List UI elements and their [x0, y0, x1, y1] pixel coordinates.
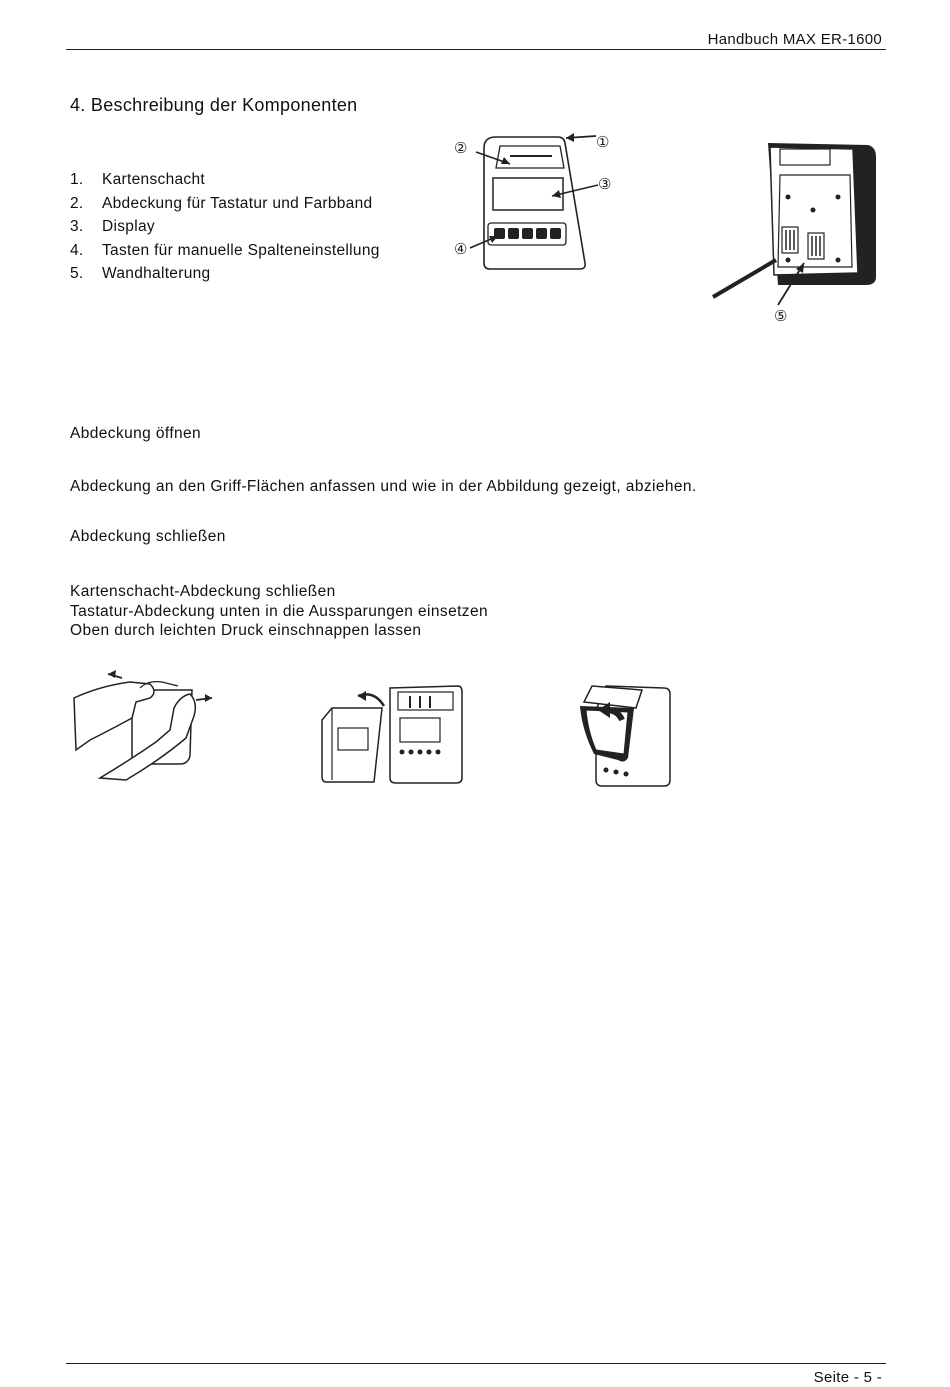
- header-title: Handbuch MAX ER-1600: [707, 31, 882, 48]
- open-cover-text: Abdeckung an den Griff-Flächen anfassen und wie in der Abbildung gezeigt, abziehen.: [70, 478, 697, 495]
- callout-3: ③: [598, 175, 612, 193]
- header-divider: [66, 49, 886, 50]
- device-rear-illustration: [708, 135, 888, 330]
- cover-removed-illustration: [318, 678, 468, 788]
- section-title: 4. Beschreibung der Komponenten: [70, 95, 358, 115]
- footer-divider: [66, 1363, 886, 1364]
- callout-1: ①: [596, 133, 610, 151]
- list-item-number: 1.: [70, 171, 84, 188]
- callout-4: ④: [454, 240, 468, 258]
- list-item-label: Display: [102, 218, 155, 235]
- close-step-2: Tastatur-Abdeckung unten in die Aussparungen einsetzen: [70, 602, 488, 620]
- list-item-number: 3.: [70, 218, 84, 235]
- close-step-3: Oben durch leichten Druck einschnappen lassen: [70, 622, 422, 639]
- open-cover-heading: Abdeckung öffnen: [70, 425, 202, 442]
- list-item: [70, 242, 380, 266]
- close-cover-heading: Abdeckung schließen: [70, 528, 226, 545]
- page-number: Seite - 5 -: [813, 1369, 882, 1386]
- list-item: [70, 171, 380, 195]
- cover-closing-illustration: [576, 680, 676, 790]
- device-front-illustration: [448, 128, 628, 278]
- list-item-label: Abdeckung für Tastatur und Farbband: [102, 194, 373, 212]
- list-item-label: Kartenschacht: [102, 171, 205, 188]
- list-item: [70, 265, 380, 289]
- callout-2: ②: [454, 139, 468, 157]
- list-item-number: 4.: [70, 241, 84, 259]
- callout-5: ⑤: [774, 307, 788, 325]
- list-item: [70, 195, 380, 219]
- list-item-label: Wandhalterung: [102, 265, 211, 282]
- hands-removing-cover-illustration: [70, 668, 220, 786]
- list-item-number: 5.: [70, 265, 84, 282]
- close-cover-steps: [70, 582, 488, 641]
- close-step-1: Kartenschacht-Abdeckung schließen: [70, 583, 336, 600]
- list-item-label: Tasten für manuelle Spalteneinstellung: [102, 241, 380, 259]
- component-list: [70, 171, 380, 289]
- list-item: [70, 218, 380, 242]
- list-item-number: 2.: [70, 194, 84, 212]
